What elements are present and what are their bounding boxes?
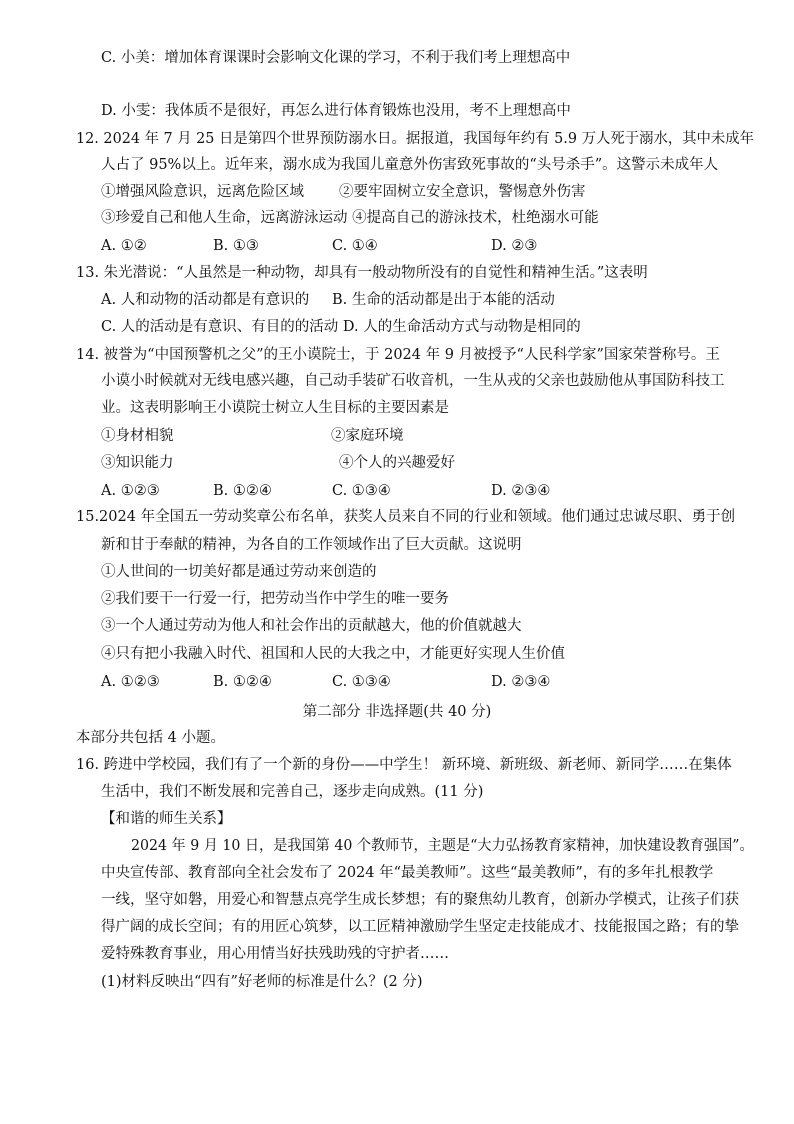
q14-option-a: A. ①②③	[101, 483, 160, 499]
q14-item-2: ②家庭环境	[331, 428, 404, 444]
q16-material-line4: 得广阔的成长空间；有的用匠心筑梦，以工匠精神激励学生坚定走技能成才、技能报国之路；有的挚	[101, 919, 739, 935]
q14-item-1: ①身材相貌	[101, 428, 174, 444]
q12-option-c: C. ①④	[332, 238, 378, 254]
q15-item-2: ②我们要干一行爱一行，把劳动当作中学生的唯一要务	[101, 591, 449, 607]
q12-item-2: ②要牢固树立安全意识，警惕意外伤害	[339, 184, 586, 200]
q12-stem-line1: 12. 2024 年 7 月 25 日是第四个世界预防溺水日。据报道，我国每年约有 5.9 万人死于溺水，其中未成年	[76, 131, 755, 147]
q14-option-b: B. ①②④	[213, 483, 272, 499]
q14-option-d: D. ②③④	[491, 483, 551, 499]
q16-material-line5: 爱特殊教育事业，用心用情当好扶残助残的守护者……	[101, 946, 449, 962]
q12-stem-line2: 人占了 95%以上。近年来，溺水成为我国儿童意外伤害致死事故的“头号杀手”。这警示未成年人	[101, 157, 719, 173]
q16-section-title: 【和谐的师生关系】	[101, 811, 232, 827]
q15-item-3: ③一个人通过劳动为他人和社会作出的贡献越大，他的价值就越大	[101, 618, 522, 634]
q14-stem-line2: 小谟小时候就对无线电感兴趣，自己动手装矿石收音机，一生从戎的父亲也鼓励他从事国防科技工	[101, 373, 725, 389]
q15-option-b: B. ①②④	[213, 674, 272, 690]
q15-item-1: ①人世间的一切美好都是通过劳动来创造的	[101, 564, 377, 580]
part2-intro: 本部分共包括 4 小题。	[76, 730, 225, 746]
q13-option-b: B. 生命的活动都是出于本能的活动	[332, 292, 555, 308]
q16-material-line3: 一线，坚守如磐，用爱心和智慧点亮学生成长梦想；有的聚焦幼儿教育，创新办学模式，让孩子们获	[101, 892, 739, 908]
q14-item-4: ④个人的兴趣爱好	[339, 455, 455, 471]
q16-material-line2: 中央宣传部、教育部向全社会发布了 2024 年“最美教师”。这些“最美教师”，有的多年扎根教学	[101, 865, 714, 881]
q11-option-c: C. 小美：增加体育课课时会影响文化课的学习，不利于我们考上理想高中	[101, 50, 571, 66]
q12-item-3-4: ③珍爱自己和他人生命，远离游泳运动 ④提高自己的游泳技术，杜绝溺水可能	[101, 210, 599, 226]
q16-material-line1: 2024 年 9 月 10 日，是我国第 40 个教师节，主题是“大力弘扬教育家精神，加快建设教育强国”。	[131, 838, 754, 854]
part2-title: 第二部分 非选择题(共 40 分)	[302, 704, 492, 720]
q15-option-a: A. ①②③	[101, 674, 160, 690]
q12-option-d: D. ②③	[491, 238, 538, 254]
q15-item-4: ④只有把小我融入时代、祖国和人民的大我之中，才能更好实现人生价值	[101, 646, 565, 662]
q14-option-c: C. ①③④	[332, 483, 391, 499]
q15-stem-line2: 新和甘于奉献的精神，为各自的工作领域作出了巨大贡献。这说明	[101, 537, 522, 553]
q13-option-a: A. 人和动物的活动都是有意识的	[101, 292, 310, 308]
q12-option-b: B. ①③	[213, 238, 259, 254]
q15-option-d: D. ②③④	[491, 674, 551, 690]
q12-item-1: ①增强风险意识，远离危险区域	[101, 184, 304, 200]
q15-stem-line1: 15.2024 年全国五一劳动奖章公布名单，获奖人员来自不同的行业和领域。他们通过忠诚尽职、勇于创	[76, 509, 736, 525]
q12-option-a: A. ①②	[101, 238, 147, 254]
q11-option-d: D. 小雯：我体质不是很好，再怎么进行体育锻炼也没用，考不上理想高中	[101, 103, 571, 119]
q16-stem-line2: 生活中，我们不断发展和完善自己，逐步走向成熟。(11 分)	[101, 784, 484, 800]
q14-item-3: ③知识能力	[101, 455, 174, 471]
q14-stem-line1: 14. 被誉为“中国预警机之父”的王小谟院士，于 2024 年 9 月被授予“人民科学家”国家荣誉称号。王	[76, 347, 720, 363]
q13-option-c-d: C. 人的活动是有意识、有目的的活动 D. 人的生命活动方式与动物是相同的	[101, 319, 581, 335]
q13-stem: 13. 朱光潜说：“人虽然是一种动物，却具有一般动物所没有的自觉性和精神生活。”这表明	[76, 265, 648, 281]
q16-stem-line1: 16. 跨进中学校园，我们有了一个新的身份——中学生！ 新环境、新班级、新老师、新同学……在集体	[76, 757, 732, 773]
q16-sub-question-1: (1)材料反映出“四有”好老师的标准是什么？(2 分)	[101, 974, 423, 990]
q14-stem-line3: 业。这表明影响王小谟院士树立人生目标的主要因素是	[101, 400, 449, 416]
q15-option-c: C. ①③④	[332, 674, 391, 690]
